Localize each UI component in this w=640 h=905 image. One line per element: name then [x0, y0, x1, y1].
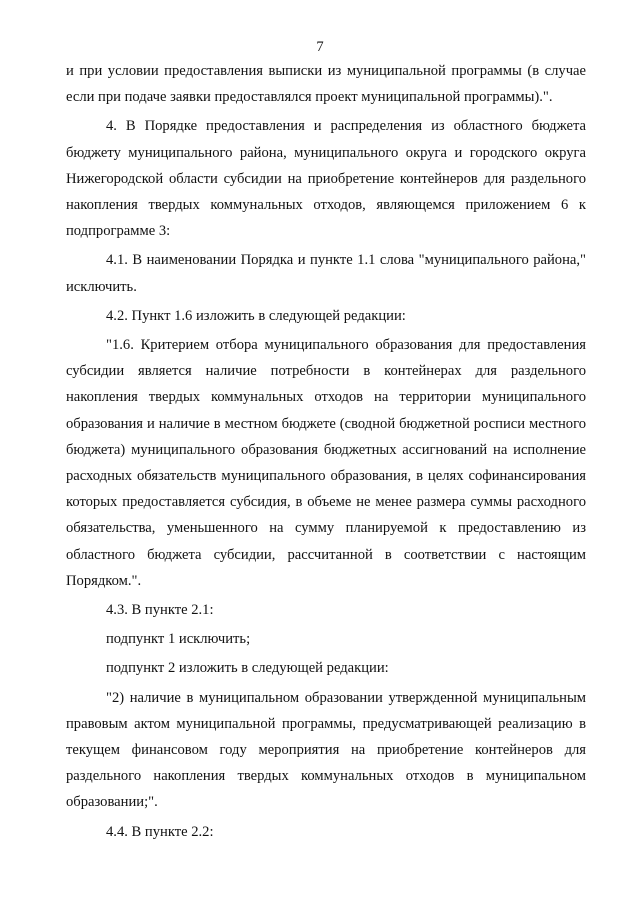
document-body [66, 58, 586, 845]
page-number: 7 [316, 39, 324, 55]
paragraph-item-4-4: 4.4. В пункте 2.2: [106, 823, 214, 840]
paragraph-item-4: 4. В Порядке предоставления и распределения из областного бюджета бюджету муниципального района, муниципального округа и городского округа Нижегородской области субсидии на приобретение контейнеров для раздельного накопления твердых коммунальных отходов, являющемся приложением 6 к подпрограмме 3: [66, 118, 586, 240]
paragraph-subitem-2: подпункт 2 изложить в следующей редакции: [106, 660, 389, 677]
paragraph-item-4-2: 4.2. Пункт 1.6 изложить в следующей редакции: [106, 307, 406, 324]
paragraph-continuation: и при условии предоставления выписки из муниципальной программы (в случае если при подаче заявки предоставлялся проект муниципальной программы).". [66, 63, 586, 106]
paragraph-quote-1-6: "1.6. Критерием отбора муниципального образования для предоставления субсидии является наличие потребности в контейнерах для раздельного накопления твердых коммунальных отходов на территории муниципального образования и наличие в местном бюджете (сводной бюджетной росписи местного бюджета) муниципального образования бюджетных ассигнований на исполнение расходных обязательств муниципального образования, в целях софинансирования которых предоставляется субсидия, в объеме не менее размера суммы расходного обязательства, уменьшенного на сумму планируемой к предоставлению из областного бюджета субсидии, рассчитанной в соответствии с настоящим Порядком.". [66, 337, 586, 589]
paragraph-quote-2: "2) наличие в муниципальном образовании утвержденной муниципальным правовым актом муниципальной программы, предусматривающей реализацию в текущем финансовом году мероприятия на приобретение контейнеров для раздельного накопления твердых коммунальных отходов в муниципальном образовании;". [66, 689, 586, 811]
paragraph-subitem-1: подпункт 1 исключить; [106, 631, 251, 648]
paragraph-item-4-3: 4.3. В пункте 2.1: [106, 602, 214, 619]
paragraph-item-4-1: 4.1. В наименовании Порядка и пункте 1.1 слова "муниципального района," исключить. [66, 252, 586, 295]
